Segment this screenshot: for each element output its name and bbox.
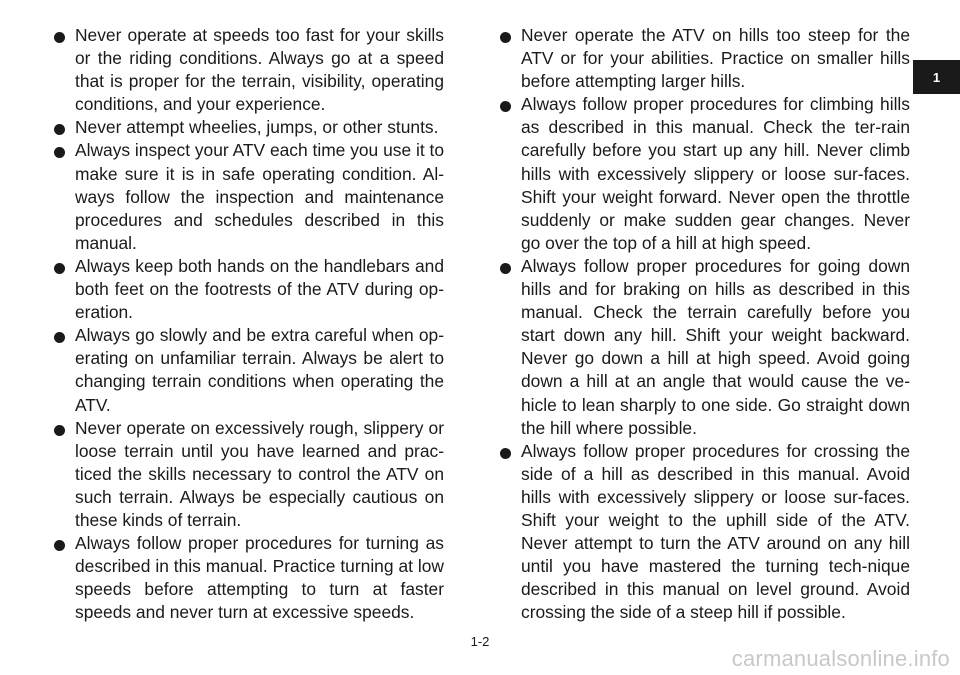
list-item bbox=[54, 139, 444, 254]
left-column bbox=[54, 24, 444, 624]
page-number: 1-2 bbox=[470, 634, 490, 649]
bullet-dot-icon bbox=[54, 32, 65, 43]
list-item bbox=[54, 324, 444, 416]
list-item-text: Always follow proper procedures for climbing hills as described in this manual. Check the ter-rain carefully before you start up any hill. Never climb hills with excessively slippery or loose sur-faces. Shift your weight forward. Never open the throttle suddenly or make sudden gear changes. Never go over the top of a hill at high speed. bbox=[521, 94, 910, 253]
list-item bbox=[500, 255, 910, 440]
bullet-dot-icon bbox=[54, 147, 65, 158]
list-item-text: Always keep both hands on the handlebars and both feet on the footrests of the ATV during op-eration. bbox=[75, 255, 444, 323]
bullet-dot-icon bbox=[54, 332, 65, 343]
section-tab: 1 bbox=[913, 60, 960, 94]
list-item-text: Always go slowly and be extra careful when op-erating on unfamiliar terrain. Always be alert to changing terrain conditions when operating the ATV. bbox=[75, 325, 444, 415]
list-item bbox=[500, 93, 910, 255]
list-item bbox=[54, 532, 444, 624]
list-item-text: Never operate on excessively rough, slippery or loose terrain until you have learned and prac-ticed the skills necessary to control the ATV on such terrain. Always be especially cautious on these kinds of terrain. bbox=[75, 417, 444, 530]
bullet-dot-icon bbox=[500, 101, 511, 112]
list-item bbox=[500, 24, 910, 93]
list-item bbox=[500, 440, 910, 625]
list-item bbox=[54, 417, 444, 532]
bullet-dot-icon bbox=[54, 124, 65, 135]
list-item bbox=[54, 24, 444, 116]
list-item-text: Always follow proper procedures for going down hills and for braking on hills as described in this manual. Check the terrain carefully before you start down any hill. Shift your weight backward. Never go down a hill at high speed. Avoid going down a hill at an angle that would cause the ve-hicle to lean sharply to one side. Go straight down the hill where possible. bbox=[521, 255, 910, 438]
list-item-text: Never attempt wheelies, jumps, or other stunts. bbox=[75, 117, 439, 138]
right-column bbox=[500, 24, 910, 624]
bullet-dot-icon bbox=[500, 448, 511, 459]
list-item-text: Never operate at speeds too fast for your skills or the riding conditions. Always go at a speed that is proper for the terrain, visibility, operating conditions, and your experience. bbox=[75, 25, 444, 115]
bullet-dot-icon bbox=[54, 263, 65, 274]
left-bullet-list bbox=[54, 24, 444, 624]
list-item bbox=[54, 116, 444, 139]
bullet-dot-icon bbox=[500, 263, 511, 274]
watermark: carmanualsonline.info bbox=[731, 646, 950, 671]
list-item-text: Always follow proper procedures for crossing the side of a hill as described in this manual. Avoid hills with excessively slippery or loose sur-faces. Shift your weight to the uphill side of the ATV. Never attempt to turn the ATV around on any hill until you have mastered the turning tech-nique described in this manual on level ground. Avoid crossing the side of a steep hill if possible. bbox=[521, 440, 910, 623]
bullet-dot-icon bbox=[54, 425, 65, 436]
list-item-text: Never operate the ATV on hills too steep for the ATV or for your abilities. Practice on smaller hills before attempting larger hills. bbox=[521, 25, 910, 92]
right-bullet-list bbox=[500, 24, 910, 624]
list-item-text: Always inspect your ATV each time you use it to make sure it is in safe operating condition. Al-ways follow the inspection and maintenance procedures and schedules described in this manual. bbox=[75, 140, 444, 253]
bullet-dot-icon bbox=[500, 32, 511, 43]
list-item bbox=[54, 255, 444, 324]
bullet-dot-icon bbox=[54, 540, 65, 551]
list-item-text: Always follow proper procedures for turning as described in this manual. Practice turning at low speeds before attempting to turn at faster speeds and never turn at excessive speeds. bbox=[75, 533, 444, 623]
